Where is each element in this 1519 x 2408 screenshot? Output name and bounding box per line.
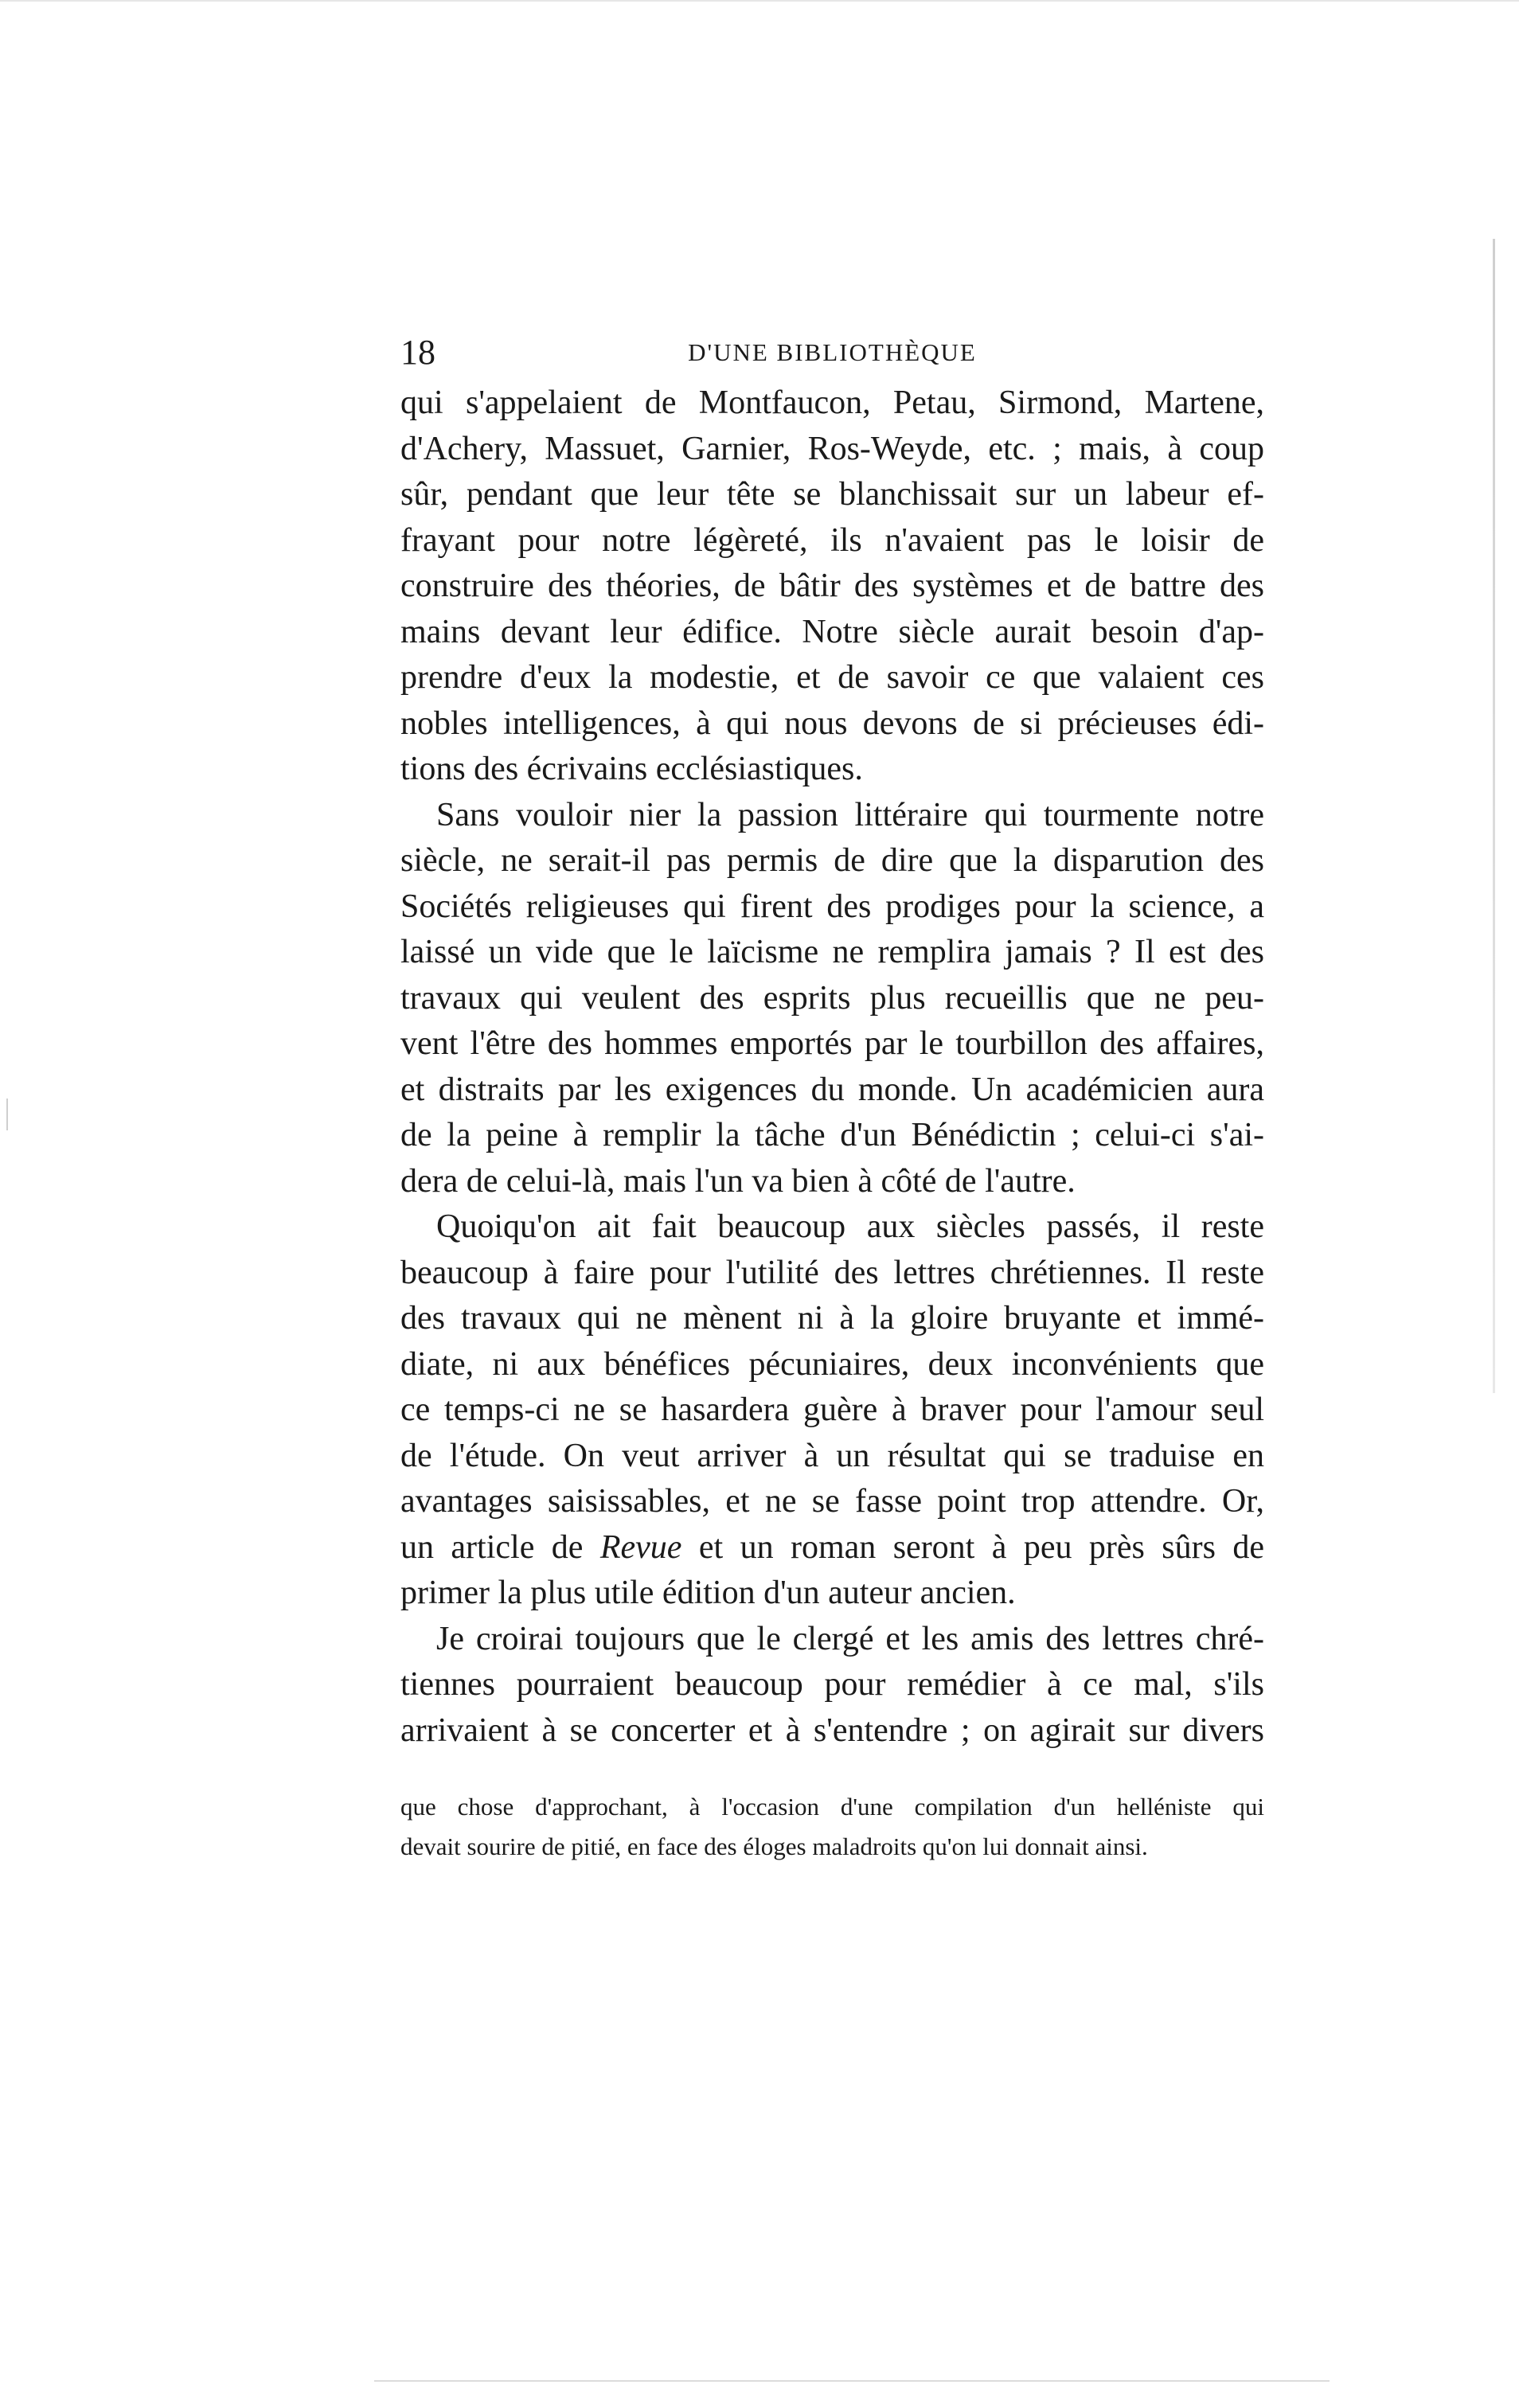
scan-edge-bottom: [374, 2380, 1330, 2382]
text-line: de l'étude. On veut arriver à un résultat qui se traduise en: [400, 1437, 1264, 1474]
text-line: primer la plus utile édition d'un auteur ancien.: [400, 1575, 1016, 1611]
text-line: frayant pour notre légèreté, ils n'avaient pas le loisir de: [400, 521, 1264, 559]
text-line: des travaux qui ne mènent ni à la gloire bruyante et immé-: [400, 1300, 1264, 1337]
text-line: siècle, ne serait-il pas permis de dire que la disparution des: [400, 842, 1264, 879]
text-line: diate, ni aux bénéfices pécuniaires, deux inconvénients que: [400, 1345, 1264, 1383]
italic-word: Revue: [599, 1528, 682, 1566]
text-line: mains devant leur édifice. Notre siècle aurait besoin d'ap-: [400, 613, 1264, 650]
text-line: Je croirai toujours que le clergé et les amis des lettres chré-: [436, 1620, 1264, 1657]
text-line: nobles intelligences, à qui nous devons de si précieuses édi-: [400, 704, 1264, 742]
text-line: [400, 1525, 1264, 1571]
text-line: Quoiqu'on ait fait beaucoup aux siècles passés, il reste: [436, 1208, 1264, 1245]
text-line: prendre d'eux la modestie, et de savoir ce que valaient ces: [400, 659, 1264, 696]
page-number: 18: [400, 333, 435, 372]
footnote-line: que chose d'approchant, à l'occasion d'une compilation d'un helléniste qui: [400, 1793, 1264, 1821]
text-line: dera de celui-là, mais l'un va bien à côté de l'autre.: [400, 1162, 1076, 1200]
text-segment: un article de: [400, 1528, 600, 1566]
scan-edge-left: [6, 1099, 8, 1130]
text-line: et distraits par les exigences du monde. Un académicien aura: [400, 1071, 1264, 1108]
footnote-line: devait sourire de pitié, en face des éloges maladroits qu'on lui donnait ainsi.: [400, 1832, 1148, 1860]
footnote: [400, 1787, 1264, 1867]
text-line: construire des théories, de bâtir des systèmes et de battre des: [400, 568, 1264, 604]
text-line: arrivaient à se concerter et à s'entendre ; on agirait sur divers: [400, 1711, 1264, 1749]
text-line: laissé un vide que le laïcisme ne remplira jamais ? Il est des: [400, 934, 1264, 970]
running-head: [400, 330, 1264, 375]
text-line: d'Achery, Massuet, Garnier, Ros-Weyde, etc. ; mais, à coup: [400, 430, 1264, 467]
text-line: tiennes pourraient beaucoup pour remédier à ce mal, s'ils: [400, 1666, 1264, 1703]
text-line: vent l'être des hommes emportés par le tourbillon des affaires,: [400, 1025, 1264, 1062]
text-line: travaux qui veulent des esprits plus recueillis que ne peu-: [400, 979, 1264, 1017]
text-line: ce temps-ci ne se hasardera guère à braver pour l'amour seul: [400, 1391, 1264, 1428]
scan-edge-top: [0, 0, 1519, 2]
text-line: Sociétés religieuses qui firent des prodiges pour la science, a: [400, 888, 1264, 925]
text-line: Sans vouloir nier la passion littéraire qui tourmente notre: [436, 796, 1264, 833]
text-line: tions des écrivains ecclésiastiques.: [400, 751, 863, 787]
main-text: [400, 381, 1264, 1754]
text-line: sûr, pendant que leur tête se blanchissait sur un labeur ef-: [400, 476, 1264, 513]
text-line: beaucoup à faire pour l'utilité des lettres chrétiennes. Il reste: [400, 1254, 1264, 1291]
text-segment: et un roman seront à peu près sûrs de: [681, 1528, 1264, 1566]
running-title: D'UNE BIBLIOTHÈQUE: [688, 338, 977, 366]
scan-edge-right: [1493, 239, 1495, 1393]
text-line: qui s'appelaient de Montfaucon, Petau, Sirmond, Martene,: [400, 384, 1264, 421]
text-line: avantages saisissables, et ne se fasse point trop attendre. Or,: [400, 1483, 1264, 1520]
text-line: de la peine à remplir la tâche d'un Bénédictin ; celui-ci s'ai-: [400, 1117, 1264, 1153]
